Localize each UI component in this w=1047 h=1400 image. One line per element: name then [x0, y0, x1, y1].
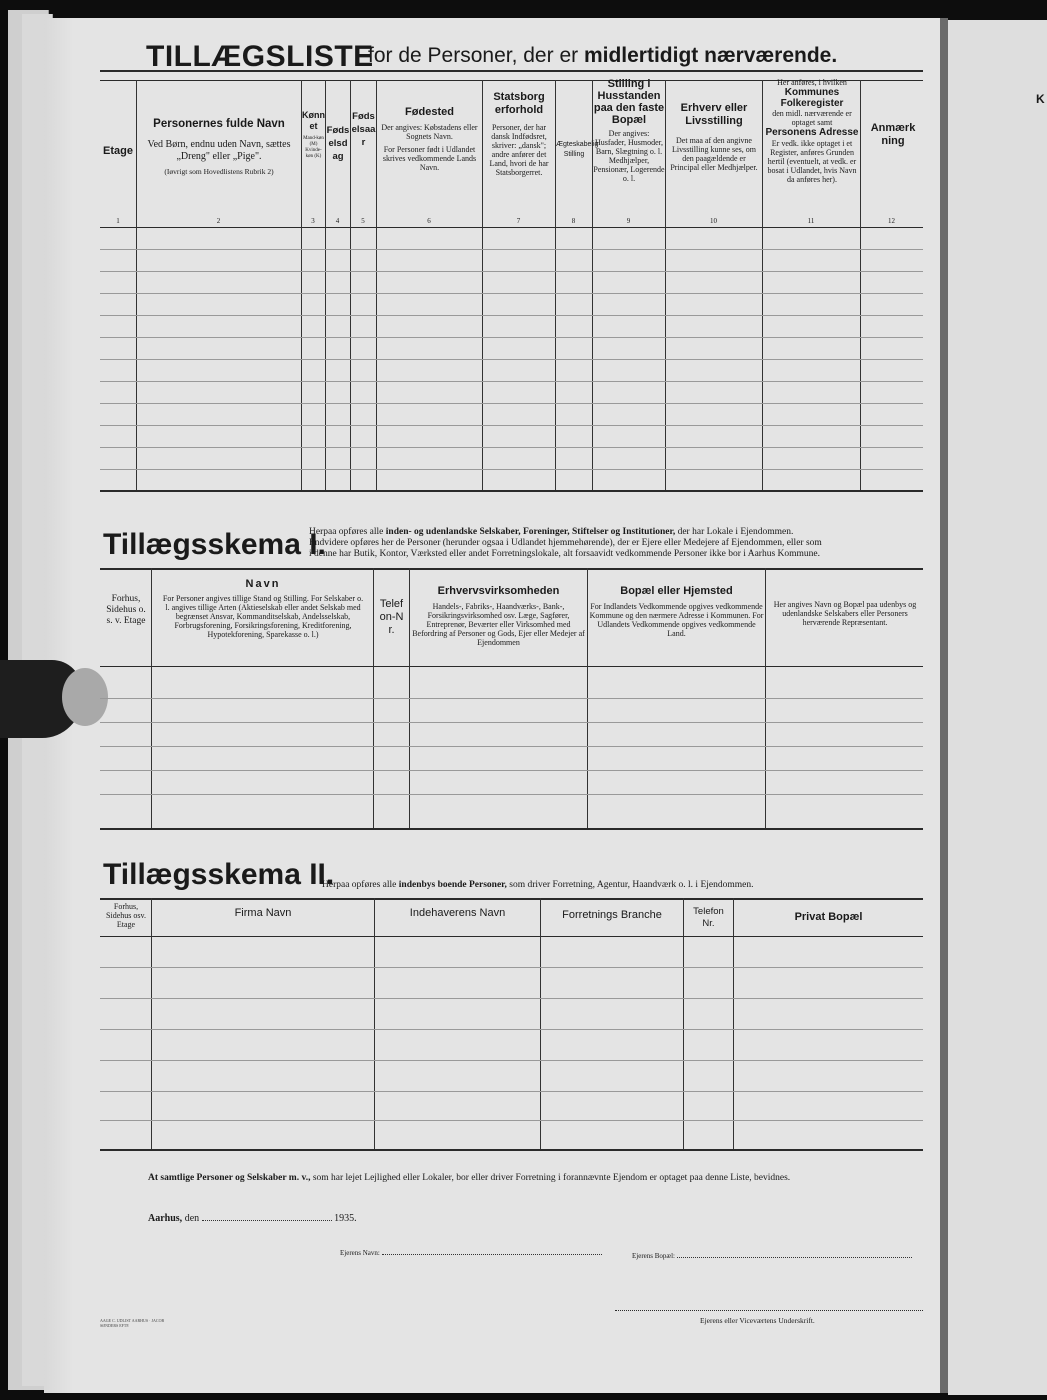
- col-header-statsborgerforhold: Statsborgerforhold Personer, der har dansk Indfødsret, skriver: „dansk"; andre anfører det Land, hvori de har Statsborgerret.: [489, 91, 549, 177]
- col-header-aegteskabelig: Ægteskabelig Stilling: [556, 141, 599, 158]
- table1-row-line: [100, 271, 923, 272]
- schema2-row-line: [100, 967, 923, 968]
- signature-caption: Ejerens eller Viceværtens Underskrift.: [700, 1316, 815, 1325]
- col-header-foedselsaar: Fødselsaar: [351, 111, 376, 148]
- schema2-col-firma: Firma Navn: [234, 907, 292, 919]
- col-header-anmaerkning: Anmærkning: [870, 122, 916, 147]
- schema2-col-telefon: Telefon Nr.: [693, 906, 724, 929]
- col-header-erhverv: Erhverv eller Livsstilling Det maa af den angivne Livsstilling kunne ses, om den paagældende er Principal eller Medhjælper.: [670, 102, 758, 172]
- schema2-row-line: [100, 1029, 923, 1030]
- schema1-title: Tillægsskema I.: [103, 528, 326, 561]
- schema1-col-telefon: Telefon-Nr.: [379, 598, 404, 636]
- col-header-etage: Etage: [103, 145, 133, 157]
- schema2-col-divider: [540, 898, 541, 1149]
- thumb-shadow: [0, 660, 82, 738]
- table1-row-line: [100, 425, 923, 426]
- table1-bottom-rule: [100, 490, 923, 492]
- schema1-bottom-rule: [100, 828, 923, 830]
- schema2-col-branche: Forretnings Branche: [562, 909, 662, 921]
- col-header-folkeregister: Her anføres, i hvilken Kommunes Folkeregister den midl. nærværende er optaget samt Personens Adresse Er vedk. ikke optaget i et Register, anføres Grunden hertil (eventuelt, at vedk. er bosat i Udlandet, hvis Navn da anføres her).: [765, 78, 859, 184]
- col-number: 2: [216, 217, 221, 225]
- schema2-col-indehaver: Indehaverens Navn: [409, 907, 506, 919]
- schema2-col-divider: [733, 898, 734, 1149]
- date-line: Aarhus, den 1935.: [148, 1213, 357, 1224]
- adjacent-page: [948, 20, 1047, 1395]
- col-number: 3: [311, 217, 315, 225]
- owner-name-line: Ejerens Navn:: [340, 1249, 602, 1257]
- schema1-col-navn: Navn For Personer angives tillige Stand og Stilling. For Selskaber o. l. angives tillige Arten (Aktieselskab eller andet Selskab med begrænset Ansvar, Kommanditselskab, Andelsselskab, Forbrugsforening, Forsikringsforening, Kreditforening, Hypotekforening, Sparekasse o. l.): [162, 578, 364, 639]
- table1-col-divider: [376, 80, 377, 490]
- col-number: 4: [335, 217, 340, 225]
- schema1-col-etage: Forhus, Sidehus o. s. v. Etage: [106, 594, 146, 626]
- table1-header-bottom: [100, 227, 923, 228]
- signature-line: [615, 1310, 923, 1311]
- col-header-foedselsdag: Fødselsdag: [326, 125, 350, 162]
- schema1-row-line: [100, 770, 923, 771]
- table1-col-divider: [482, 80, 483, 490]
- schema2-row-line: [100, 1060, 923, 1061]
- schema2-top-rule: [100, 898, 923, 900]
- col-number: 6: [427, 217, 431, 225]
- col-number: 8: [571, 217, 576, 225]
- schema1-row-line: [100, 698, 923, 699]
- table1-row-line: [100, 447, 923, 448]
- schema1-row-line: [100, 722, 923, 723]
- schema2-col-privat-bopael: Privat Bopæl: [794, 911, 863, 923]
- table1-row-line: [100, 359, 923, 360]
- table1-row-line: [100, 293, 923, 294]
- table1-col-divider: [762, 80, 763, 490]
- schema2-bottom-rule: [100, 1149, 923, 1151]
- table1-col-divider: [665, 80, 666, 490]
- schema2-row-line: [100, 1120, 923, 1121]
- schema1-intro: Herpaa opføres alle inden- og udenlandske Selskaber, Foreninger, Stiftelser og Institutioner, der har Lokale i Ejendommen. Endvidere opføres her de Personer (herunder ogsaa i Udlandet hjemmehørende), der er Ejere eller Medejere af Ejendommen, eller som i denne har Butik, Kontor, Værksted eller andet Forretningslokale, alt forsaavidt vedkommende Personer ikke bor i Aarhus Kommune.: [309, 527, 822, 559]
- table1-row-line: [100, 403, 923, 404]
- table1-row-line: [100, 337, 923, 338]
- table1-col-divider: [136, 80, 137, 490]
- col-header-stilling-husstand: Stilling i Husstanden paa den faste Bopæl Der angives: Husfader, Husmoder, Barn, Slægtning o. l. Medhjælper, Pensionær, Logerende o. l.: [593, 78, 665, 183]
- schema1-header-bottom: [100, 666, 923, 667]
- adjacent-page-fragment: K: [1036, 92, 1045, 106]
- schema1-top-rule: [100, 568, 923, 570]
- schema1-row-line: [100, 794, 923, 795]
- table1-row-line: [100, 381, 923, 382]
- schema2-col-divider: [683, 898, 684, 1149]
- schema1-col-bopael: Bopæl eller Hjemsted For Indlandets Vedkommende opgives vedkommende Kommune og den nærmere Adresse i Kommunen. For Udlandets Vedkommende opgives vedkommende Land.: [589, 585, 764, 638]
- table1-row-line: [100, 469, 923, 470]
- schema1-row-line: [100, 746, 923, 747]
- book-binding: [940, 18, 948, 1393]
- schema2-title: Tillægsskema II.: [103, 858, 335, 891]
- col-header-navn: Personernes fulde Navn Ved Børn, endnu uden Navn, sættes „Dreng" eller „Pige". (Iøvrigt som Hovedlistens Rubrik 2): [147, 118, 291, 176]
- col-number: 12: [888, 217, 895, 225]
- schema2-header-bottom: [100, 936, 923, 937]
- schema2-row-line: [100, 998, 923, 999]
- col-header-koennet: Kønnet Mand-køn (M) Kvinde-køn (K): [302, 110, 325, 159]
- col-number: 7: [516, 217, 521, 225]
- page-subtitle: for de Personer, der er midlertidigt nærværende.: [368, 44, 838, 67]
- schema2-col-divider: [151, 898, 152, 1149]
- schema1-col-repraesentant: Her angives Navn og Bopæl paa udenbys og udenlandske Selskabers eller Personers herværende Repræsentant.: [773, 600, 917, 627]
- col-number: 10: [710, 217, 717, 225]
- schema1-col-erhverv: Erhvervsvirksomheden Handels-, Fabriks-, Haandværks-, Bank-, Forsikringsvirksomhed osv. Læge, Sagfører, Entreprenør, Beværter eller Virksomhed med Befordring af Personer og Gods, Ejer eller Medejer af Ejendommen: [412, 585, 585, 647]
- schema2-col-divider: [374, 898, 375, 1149]
- col-header-foedested: Fødested Der angives: Købstadens eller Sognets Navn. For Personer født i Udlandet skrives vedkommende Lands Navn.: [381, 106, 478, 172]
- col-number: 9: [626, 217, 631, 225]
- owner-address-line: Ejerens Bopæl:: [632, 1252, 912, 1260]
- table1-row-line: [100, 315, 923, 316]
- certification-text: At samtlige Personer og Selskaber m. v., som har lejet Lejlighed eller Lokaler, bor eller driver Forretning i forannævnte Ejendom er optaget paa denne Liste, bevidnes.: [148, 1173, 791, 1183]
- printer-mark: AAGE C. UDLIST AARHUS · JACOB SØNDERS EFTF.: [100, 1318, 165, 1328]
- col-number: 1: [116, 217, 120, 225]
- col-number: 5: [361, 217, 365, 225]
- table1-top-rule: [100, 70, 923, 72]
- table1-col-divider: [860, 80, 861, 490]
- schema2-row-line: [100, 1091, 923, 1092]
- schema2-intro: Herpaa opføres alle indenbys boende Personer, som driver Forretning, Agentur, Haandværk o. l. i Ejendommen.: [322, 880, 754, 890]
- table1-row-line: [100, 249, 923, 250]
- schema2-col-etage: Forhus, Sidehus osv. Etage: [106, 902, 146, 929]
- col-number: 11: [807, 217, 815, 225]
- page-title: TILLÆGSLISTE: [146, 40, 374, 73]
